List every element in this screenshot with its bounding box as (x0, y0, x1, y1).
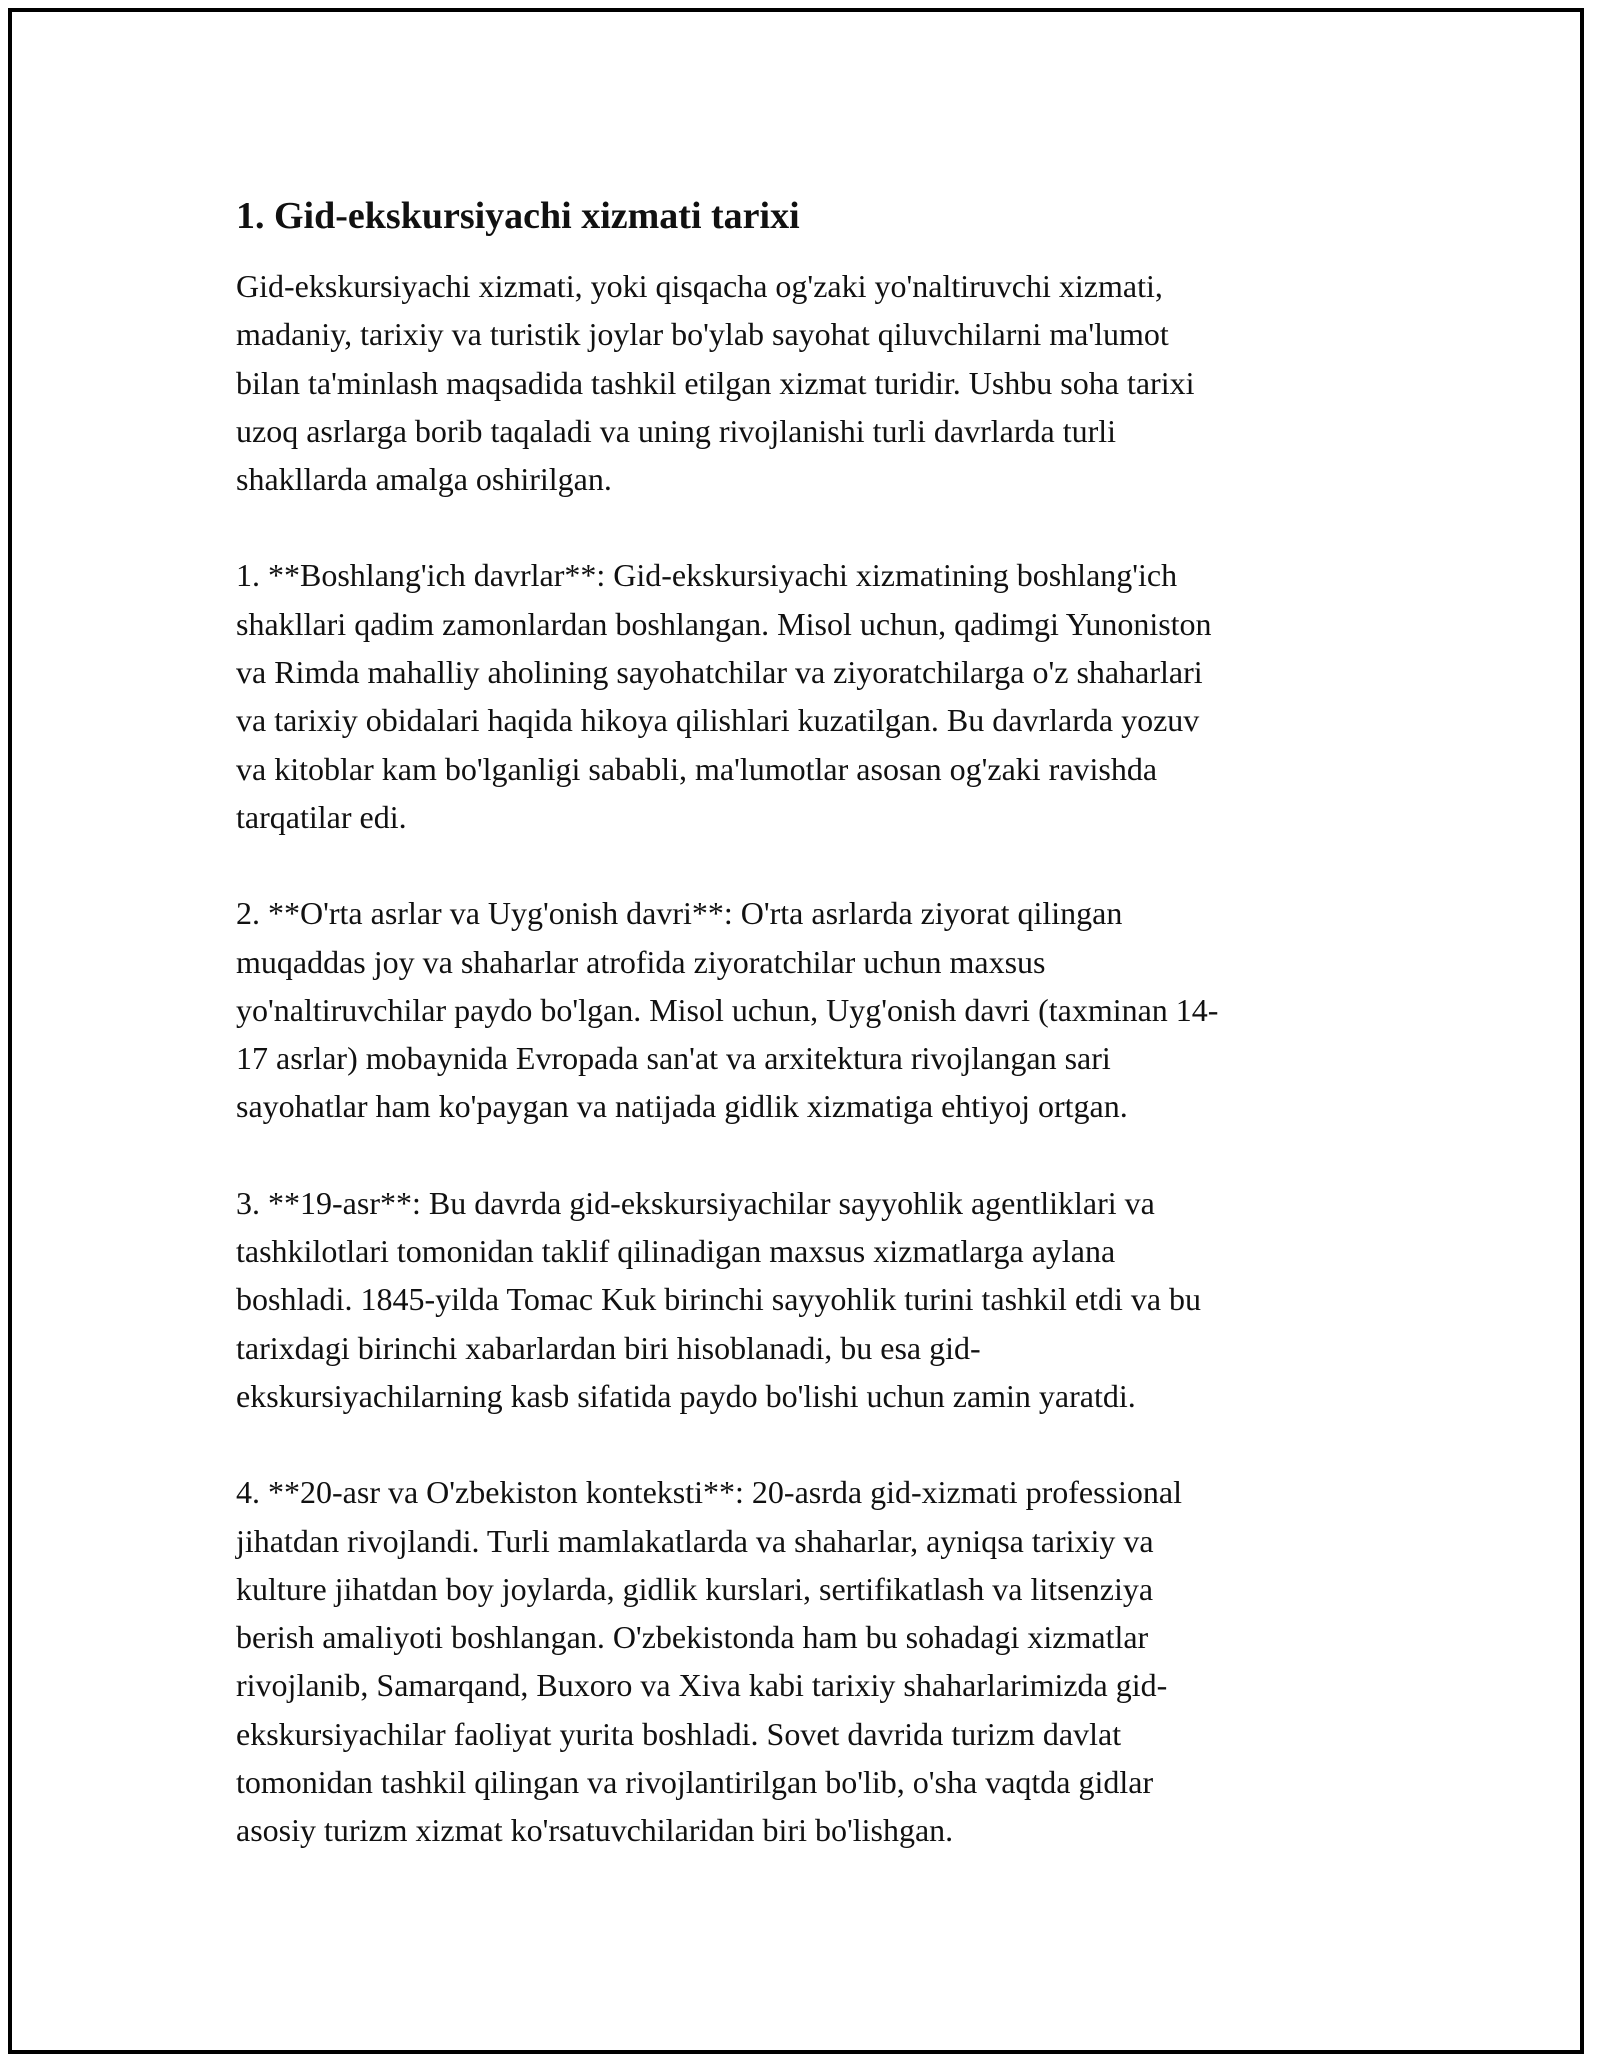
document-title: 1. Gid-ekskursiyachi xizmati tarixi (236, 195, 800, 237)
intro-paragraph (236, 262, 1366, 503)
paragraph-line: va kitoblar kam bo'lganligi sababli, ma'lumotlar asosan og'zaki ravishda (236, 750, 1158, 787)
section-middle-ages (236, 889, 1366, 1130)
paragraph-line: va Rimda mahalliy aholining sayohatchilar va ziyoratchilarga o'z shaharlari (236, 654, 1203, 691)
section-20th-century (236, 1468, 1366, 1854)
paragraph-line: shakllarda amalga oshirilgan. (236, 461, 612, 498)
paragraph-line: yo'naltiruvchilar paydo bo'lgan. Misol uchun, Uyg'onish davri (taxminan 14- (236, 991, 1219, 1028)
paragraph-line: madaniy, tarixiy va turistik joylar bo'ylab sayohat qiluvchilarni ma'lumot (236, 316, 1169, 353)
paragraph-line: sayohatlar ham ko'paygan va natijada gidlik xizmatiga ehtiyoj ortgan. (236, 1088, 1128, 1125)
paragraph-line: tarqatilar edi. (236, 798, 407, 835)
paragraph-line: tashkilotlari tomonidan taklif qilinadigan maxsus xizmatlarga aylana (236, 1233, 1116, 1270)
paragraph-line: jihatdan rivojlandi. Turli mamlakatlarda va shaharlar, ayniqsa tarixiy va (236, 1522, 1154, 1559)
section-19th-century (236, 1179, 1366, 1420)
paragraph-line: 4. **20-asr va O'zbekiston konteksti**: 20-asrda gid-xizmati professional (236, 1474, 1182, 1511)
paragraph-line: kulture jihatdan boy joylarda, gidlik kurslari, sertifikatlash va litsenziya (236, 1570, 1154, 1607)
paragraph-line: bilan ta'minlash maqsadida tashkil etilgan xizmat turidir. Ushbu soha tarixi (236, 364, 1195, 401)
paragraph-line: ekskursiyachilarning kasb sifatida paydo bo'lishi uchun zamin yaratdi. (236, 1377, 1136, 1414)
document-body (236, 184, 1366, 1903)
paragraph-line: shakllari qadim zamonlardan boshlangan. Misol uchun, qadimgi Yunoniston (236, 605, 1212, 642)
paragraph-line: tarixdagi birinchi xabarlardan biri hisoblanadi, bu esa gid- (236, 1329, 981, 1366)
paragraph-line: va tarixiy obidalari haqida hikoya qilishlari kuzatilgan. Bu davrlarda yozuv (236, 702, 1200, 739)
paragraph-line: asosiy turizm xizmat ko'rsatuvchilaridan biri bo'lishgan. (236, 1812, 954, 1849)
paragraph-line: berish amaliyoti boshlangan. O'zbekistonda ham bu sohadagi xizmatlar (236, 1619, 1149, 1656)
paragraph-line: ekskursiyachilar faoliyat yurita boshladi. Sovet davrida turizm davlat (236, 1715, 1122, 1752)
paragraph-line: tomonidan tashkil qilingan va rivojlantirilgan bo'lib, o'sha vaqtda gidlar (236, 1764, 1154, 1801)
paragraph-line: uzoq asrlarga borib taqaladi va uning rivojlanishi turli davrlarda turli (236, 412, 1117, 449)
paragraph-line: rivojlanib, Samarqand, Buxoro va Xiva kabi tarixiy shaharlarimizda gid- (236, 1667, 1168, 1704)
paragraph-line: 1. **Boshlang'ich davrlar**: Gid-ekskursiyachi xizmatining boshlang'ich (236, 557, 1178, 594)
section-early-periods (236, 551, 1366, 841)
paragraph-line: 3. **19-asr**: Bu davrda gid-ekskursiyachilar sayyohlik agentliklari va (236, 1184, 1155, 1221)
paragraph-line: 2. **O'rta asrlar va Uyg'onish davri**: O'rta asrlarda ziyorat qilingan (236, 895, 1123, 932)
paragraph-line: muqaddas joy va shaharlar atrofida ziyoratchilar uchun maxsus (236, 943, 1046, 980)
paragraph-line: 17 asrlar) mobaynida Evropada san'at va arxitektura rivojlangan sari (236, 1040, 1111, 1077)
paragraph-line: boshladi. 1845-yilda Tomac Kuk birinchi sayyohlik turini tashkil etdi va bu (236, 1281, 1202, 1318)
paragraph-line: Gid-ekskursiyachi xizmati, yoki qisqacha og'zaki yo'naltiruvchi xizmati, (236, 268, 1163, 304)
